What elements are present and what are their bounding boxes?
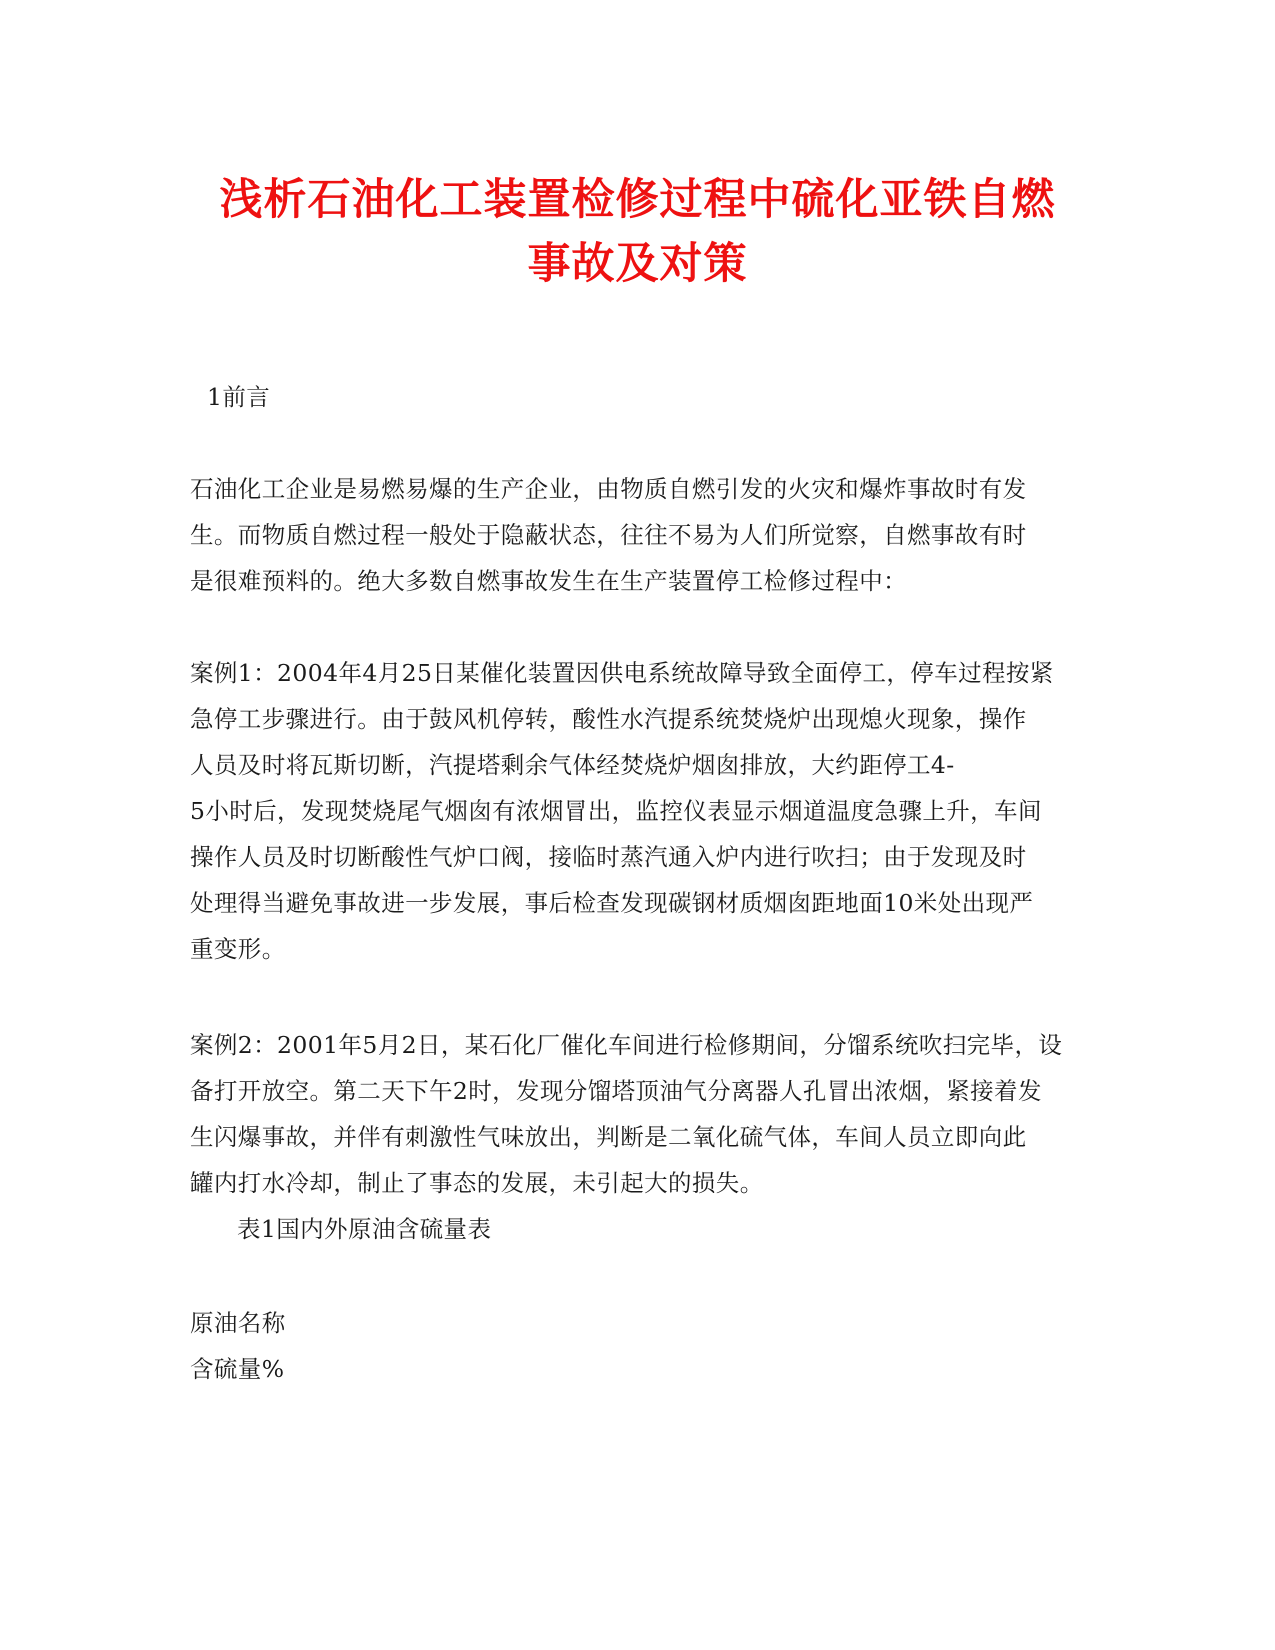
paragraph-line: 是很难预料的。绝大多数自燃事故发生在生产装置停工检修过程中： — [190, 567, 907, 595]
paragraph-line: 案例1：2004年4月25日某催化装置因供电系统故障导致全面停工，停车过程按紧 — [190, 659, 1054, 687]
document-title — [150, 168, 1125, 296]
paragraph-line: 生。而物质自燃过程一般处于隐蔽状态，往往不易为人们所觉察，自燃事故有时 — [190, 521, 1027, 549]
paragraph-line: 案例2：2001年5月2日，某石化厂催化车间进行检修期间，分馏系统吹扫完毕，设 — [190, 1031, 1063, 1059]
intro-paragraph — [190, 466, 1090, 604]
paragraph-line: 罐内打水冷却，制止了事态的发展，未引起大的损失。 — [190, 1169, 764, 1197]
section-heading: 1前言 — [207, 383, 271, 411]
paragraph-line: 人员及时将瓦斯切断，汽提塔剩余气体经焚烧炉烟囱排放，大约距停工4- — [190, 751, 955, 779]
paragraph-line: 生闪爆事故，并伴有刺激性气味放出，判断是二氧化硫气体，车间人员立即向此 — [190, 1123, 1027, 1151]
table-caption: 表1国内外原油含硫量表 — [237, 1215, 492, 1243]
case-1-paragraph — [190, 650, 1090, 972]
paragraph-line: 处理得当避免事故进一步发展，事后检查发现碳钢材质烟囱距地面10米处出现严 — [190, 889, 1034, 917]
table-header-sulfur-content: 含硫量% — [190, 1355, 285, 1383]
paragraph-line: 备打开放空。第二天下午2时，发现分馏塔顶油气分离器人孔冒出浓烟，紧接着发 — [190, 1077, 1042, 1105]
paragraph-line: 操作人员及时切断酸性气炉口阀，接临时蒸汽通入炉内进行吹扫；由于发现及时 — [190, 843, 1027, 871]
title-line-1: 浅析石油化工装置检修过程中硫化亚铁自燃 — [219, 175, 1056, 225]
paragraph-line: 石油化工企业是易燃易爆的生产企业，由物质自燃引发的火灾和爆炸事故时有发 — [190, 475, 1027, 503]
title-line-2: 事故及对策 — [527, 239, 748, 289]
paragraph-line: 5小时后，发现焚烧尾气烟囱有浓烟冒出，监控仪表显示烟道温度急骤上升，车间 — [190, 797, 1042, 825]
case-2-paragraph — [190, 1022, 1090, 1206]
paragraph-line: 重变形。 — [190, 935, 286, 963]
paragraph-line: 急停工步骤进行。由于鼓风机停转，酸性水汽提系统焚烧炉出现熄火现象，操作 — [190, 705, 1027, 733]
table-header-crude-name: 原油名称 — [190, 1309, 286, 1337]
